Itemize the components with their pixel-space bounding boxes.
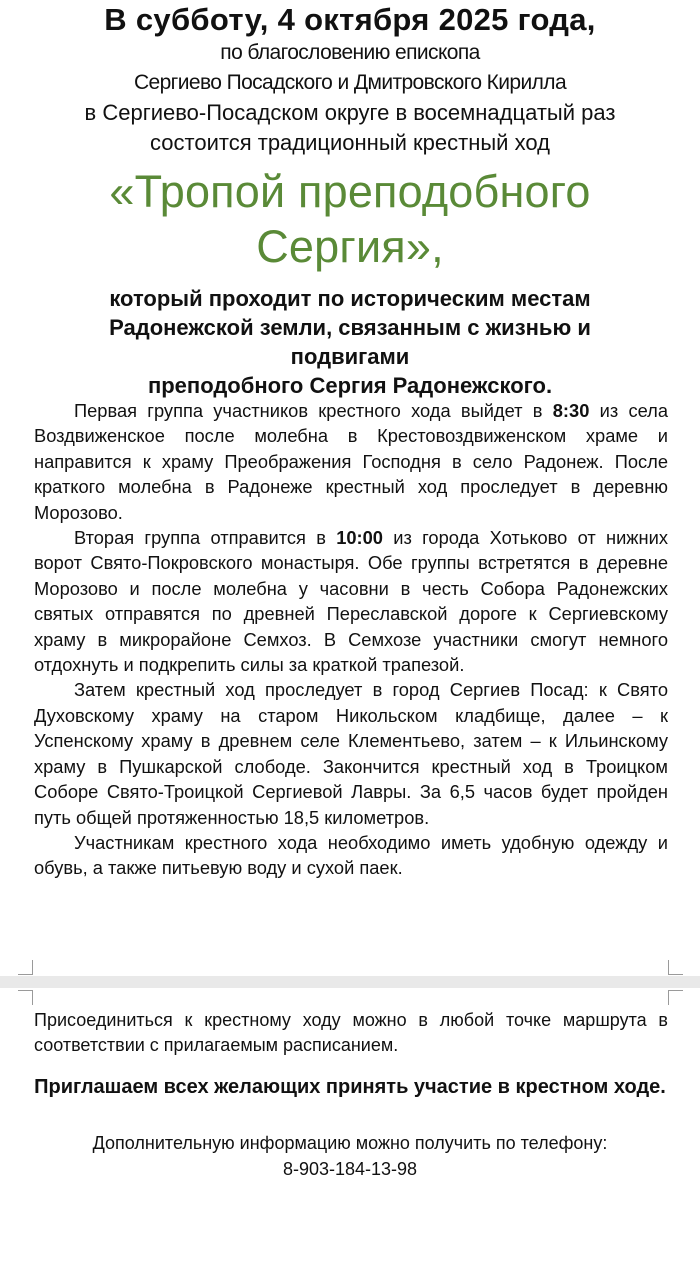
page-corner-mark-top-right bbox=[668, 990, 683, 1005]
description-line2: Радонежской земли, связанным с жизнью и bbox=[109, 315, 591, 340]
invitation-text: Приглашаем всех желающих принять участие в крестном ходе. bbox=[34, 1076, 666, 1098]
event-date-title: В субботу, 4 октября 2025 года, bbox=[104, 2, 596, 37]
page-corner-mark-bottom-right bbox=[668, 960, 683, 975]
blessing-line: по благословению епископа bbox=[220, 41, 480, 64]
body-text bbox=[34, 398, 668, 881]
district-line: в Сергиево-Посадском округе в восемнадцатый раз bbox=[84, 100, 616, 125]
event-line: состоится традиционный крестный ход bbox=[150, 130, 550, 155]
first-group-time: 8:30 bbox=[552, 400, 590, 421]
header-block bbox=[0, 0, 700, 400]
info-text: Дополнительную информацию можно получить по телефону: bbox=[92, 1133, 608, 1153]
join-paragraph: Присоединиться к крестному ходу можно в любой точке маршрута в соответствии с прилагаемым расписанием. bbox=[34, 1010, 668, 1055]
paragraph-second-group: Вторая группа отправится в 10:00 из города Хотьково от нижних ворот Свято-Покровского монастыря. Обе группы встретятся в деревне Морозово и после молебна у часовни в честь Собора Радонежских святых отправятся по древней Переславской дороге к Сергиевскому храму в микрорайоне Семхоз. В Семхозе участники смогут немного отдохнуть и подкрепить силы за краткой трапезой. bbox=[34, 527, 668, 676]
phone-number: 8-903-184-13-98 bbox=[282, 1159, 418, 1179]
paragraph-requirements: Участникам крестного хода необходимо иметь удобную одежду и обувь, а также питьевую воду и сухой паек. bbox=[34, 831, 668, 879]
bishop-line: Сергиево Посадского и Дмитровского Кирилла bbox=[133, 71, 567, 94]
description-line4: преподобного Сергия Радонежского. bbox=[147, 373, 553, 398]
paragraph-route: Затем крестный ход проследует в город Сергиев Посад: к Свято Духовскому храму на старом Никольском кладбище, далее – к Успенскому храму в древнем селе Клементьево, затем – к Ильинскому храму в Пушкарской слободе. Закончится крестный ход в Троицком Соборе Свято-Троицкой Сергиевой Лавры. За 6,5 часов будет пройден путь общей протяженностью 18,5 километров. bbox=[34, 679, 668, 828]
page-corner-mark-top-left bbox=[18, 990, 33, 1005]
description-line3: подвигами bbox=[290, 344, 410, 369]
paragraph-first-group: Первая группа участников крестного хода выйдет в 8:30 из села Воздвиженское после молебна в Крестовоздвиженском храме и направится к храму Преображения Господня в село Радонеж. После краткого молебна в Радонеже крестный ход проследует в деревню Морозово. bbox=[34, 400, 668, 523]
page-separator bbox=[0, 976, 700, 988]
second-group-time: 10:00 bbox=[336, 527, 383, 549]
description-line1: который проходит по историческим местам bbox=[109, 286, 591, 311]
document-page-2 bbox=[0, 988, 700, 1280]
page-corner-mark-bottom-left bbox=[18, 960, 33, 975]
procession-name-line1: «Тропой преподобного bbox=[109, 166, 591, 217]
procession-name-line2: Сергия», bbox=[256, 221, 444, 272]
